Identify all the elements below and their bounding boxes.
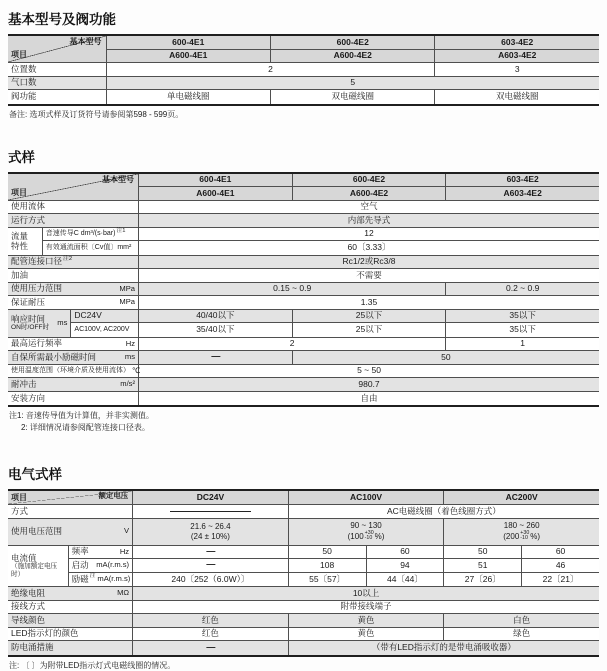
table-header — [8, 491, 599, 505]
table-cell: 35以下 — [445, 323, 599, 337]
tolerance-minus: -10 — [364, 535, 373, 542]
table-row — [8, 63, 599, 77]
table-cell: — — [132, 559, 288, 572]
table-cell: 108 — [288, 559, 366, 572]
diagonal-header-bottom: 项目 — [11, 187, 27, 197]
row-label-text: 频率 — [71, 546, 89, 557]
table-row-group — [8, 546, 599, 588]
table-cell: 1.35 — [138, 296, 599, 309]
table-row — [8, 392, 599, 406]
table-row — [70, 310, 599, 324]
table-cell: 不需要 — [138, 269, 599, 282]
table-row-group — [8, 310, 599, 338]
table-cell: 35/40以下 — [138, 323, 292, 337]
table-row — [8, 201, 599, 215]
row-label-text: LED指示灯的颜色 — [11, 628, 79, 639]
unit-label: mA(r.m.s) — [97, 574, 131, 584]
column-header-model: A600-4E1 — [196, 187, 235, 198]
section-title-electrical: 电气式样 — [8, 467, 62, 482]
table-row — [70, 323, 599, 337]
row-label-text: 自保所需最小励磁时间 — [11, 351, 97, 362]
table-cell: AC电磁线圈（着色线圈方式） — [288, 505, 599, 518]
table-header — [8, 174, 599, 201]
table-cell: 0.2 ~ 0.9 — [445, 283, 599, 296]
tolerance-pre: (100 — [347, 531, 364, 541]
table-cell: 51 — [443, 559, 521, 572]
table-cell: 60 — [366, 546, 444, 559]
section-title-specifications: 式样 — [8, 149, 35, 165]
tolerance-stack — [365, 531, 374, 542]
group-label-line: 响应时间 — [11, 313, 46, 324]
column-header — [445, 174, 599, 200]
row-label-text: 使用流体 — [11, 201, 46, 212]
row-label — [8, 641, 132, 655]
unit-label: ℃ — [132, 365, 141, 375]
group-label-lines — [11, 231, 28, 251]
row-label — [8, 601, 132, 614]
unit-label: Hz — [125, 338, 136, 348]
table-row — [8, 641, 599, 655]
table-cell: 27〔26〕 — [443, 573, 521, 587]
table-cell: 附带接线端子 — [132, 601, 599, 614]
row-label-text: AC100V, AC200V — [74, 325, 130, 333]
table-cell: 35以下 — [445, 310, 599, 323]
table-cell: 46 — [521, 559, 599, 572]
tolerance-plus: +30 — [364, 529, 374, 536]
group-label-lines — [11, 553, 65, 579]
row-label — [8, 338, 138, 351]
cell-line — [503, 531, 540, 542]
group-rows — [68, 546, 599, 587]
table-row — [8, 296, 599, 310]
row-label — [8, 587, 132, 600]
specifications-table — [8, 172, 599, 408]
row-label-text: 导线颜色 — [11, 614, 46, 625]
row-label-text: 启动 — [71, 559, 89, 570]
group-label — [8, 546, 68, 587]
row-label-text: 使用压力范围 — [11, 283, 63, 294]
table-cell: 双电磁线圈 — [434, 90, 598, 104]
table-row — [8, 505, 599, 519]
unit-label: Hz — [119, 546, 130, 556]
section-electrical — [8, 463, 599, 671]
column-header — [106, 36, 270, 62]
table-cell: 内部先导式 — [138, 214, 599, 227]
row-label-text: 运行方式 — [11, 214, 46, 225]
cell-line: 90 ~ 130 — [350, 521, 382, 531]
table-cell: 50 — [288, 546, 366, 559]
diagonal-header-top: 额定电压 — [98, 491, 129, 500]
table-row — [42, 228, 599, 242]
column-header-model: 600-4E2 — [293, 174, 446, 188]
row-label — [8, 392, 138, 406]
unit-label: MPa — [119, 297, 136, 307]
table-cell: 25以下 — [292, 323, 446, 337]
column-header-model: AC200V — [505, 491, 538, 502]
table-cell: 红色 — [132, 628, 288, 641]
group-label-line: 电流值 — [11, 552, 37, 563]
row-label-text: 防电涌措施 — [11, 642, 54, 653]
table-cell: — — [138, 351, 292, 364]
row-label-text: 使用电压范围 — [11, 525, 63, 536]
diagonal-header-top: 基本型号 — [69, 37, 102, 46]
row-label — [8, 628, 132, 641]
table-cell — [288, 519, 444, 545]
cell-line — [348, 531, 385, 542]
table-row — [8, 283, 599, 297]
table-row — [8, 587, 599, 601]
table-row — [8, 378, 599, 392]
column-header — [292, 174, 446, 200]
row-label — [8, 77, 106, 90]
row-label-text: 方式 — [11, 505, 29, 516]
table-cell: 980.7 — [138, 378, 599, 391]
row-label — [8, 269, 138, 282]
cell-line: 21.6 ~ 26.4 — [190, 522, 231, 532]
section-title-basic-models: 基本型号及阀功能 — [8, 12, 116, 27]
table-row — [8, 338, 599, 352]
tolerance-stack — [520, 531, 529, 542]
diagonal-header-bottom: 项目 — [11, 50, 27, 60]
table-cell: — — [132, 546, 288, 559]
table-cell: 5 — [106, 77, 599, 90]
section-specifications — [8, 146, 599, 434]
table-cell: 双电磁线圈 — [270, 90, 434, 104]
table-note: 备注: 选项式样及订货符号请参阅第598 - 599页。 — [9, 109, 184, 119]
table-cell: 绿色 — [443, 628, 599, 641]
row-label — [68, 573, 133, 587]
group-label — [8, 310, 70, 337]
table-cell: 25以下 — [292, 310, 446, 323]
row-label-text: 保证耐压 — [11, 296, 46, 307]
table-row — [68, 559, 599, 573]
table-cell: 白色 — [443, 614, 599, 627]
unit-label: ms — [57, 317, 68, 327]
row-label — [8, 296, 138, 309]
table-cell: 60〔3.33〕 — [138, 241, 599, 255]
row-label — [8, 351, 138, 364]
table-note: 注1: 音速传导值为计算值，并非实测值。 — [9, 411, 154, 420]
row-label — [8, 214, 138, 227]
unit-label: MPa — [119, 283, 136, 293]
table-row — [8, 214, 599, 228]
section-basic-models — [8, 8, 599, 120]
table-row — [8, 77, 599, 91]
row-label-text: 使用温度范围（环境介质及使用流体） — [11, 366, 130, 374]
table-cell: 50 — [443, 546, 521, 559]
row-label-text: 耐冲击 — [11, 378, 37, 389]
table-cell: 黄色 — [288, 628, 444, 641]
electrical-table — [8, 489, 599, 657]
row-label — [42, 241, 138, 255]
column-header-model: A600-4E2 — [349, 187, 389, 198]
row-label — [68, 559, 133, 572]
row-label-text: 气口数 — [11, 77, 37, 88]
column-header-model: 603-4E2 — [435, 36, 598, 50]
row-label — [8, 519, 132, 545]
table-cell: 黄色 — [288, 614, 444, 627]
row-label-text: 安装方向 — [11, 392, 46, 403]
row-label-text: 接线方式 — [11, 601, 46, 612]
column-header — [270, 36, 434, 62]
unit-label: V — [124, 526, 130, 536]
tolerance-post: %) — [530, 531, 541, 541]
column-header — [132, 491, 288, 504]
row-label — [8, 90, 106, 104]
table-cell: 空气 — [138, 201, 599, 214]
column-header-model: 600-4E1 — [139, 174, 292, 188]
row-label-text: 最高运行频率 — [11, 338, 63, 349]
row-label-text: 位置数 — [11, 63, 37, 74]
table-row — [8, 256, 599, 270]
row-label — [8, 378, 138, 391]
column-header-model: A600-4E2 — [333, 50, 372, 61]
table-cell: 2 — [138, 338, 445, 351]
table-row — [8, 269, 599, 283]
column-header — [434, 36, 598, 62]
diagonal-header-bottom: 项目 — [11, 493, 27, 503]
dash-rule — [170, 511, 250, 513]
table-cell: 单电磁线圈 — [106, 90, 270, 104]
table-row — [8, 90, 599, 104]
row-label — [70, 323, 138, 337]
row-label — [8, 505, 132, 518]
column-header-model: AC100V — [349, 491, 383, 502]
row-label-text: 音速传导C dm³/(s·bar) — [45, 229, 116, 237]
row-label — [8, 365, 141, 378]
diagonal-header — [8, 174, 138, 200]
row-label — [8, 63, 106, 76]
unit-label: ms — [124, 352, 136, 362]
table-row — [68, 573, 599, 587]
row-label-text: 有效通流面积〔Cv值〕mm² — [45, 243, 132, 251]
cell-line: 180 ~ 260 — [503, 521, 540, 531]
table-row — [68, 546, 599, 560]
column-header — [138, 174, 292, 200]
table-cell: 94 — [366, 559, 444, 572]
group-label-line: ON时/OFF时 — [11, 324, 50, 332]
table-cell: 5 ~ 50 — [138, 365, 599, 378]
column-header-model: 600-4E1 — [107, 36, 270, 50]
table-cell: 12 — [138, 228, 599, 241]
group-label — [8, 228, 42, 255]
row-label-text: 绝缘电阻 — [11, 587, 46, 598]
column-header-model: A600-4E1 — [169, 50, 208, 61]
table-note: 2: 详细情况请参阅配管连接口径表。 — [21, 423, 150, 432]
column-header — [443, 491, 599, 504]
table-cell: 55〔57〕 — [288, 573, 366, 587]
cell-line: (24 ± 10%) — [190, 531, 230, 541]
group-label-line: （施加额定电压时） — [11, 562, 58, 578]
row-label — [42, 228, 138, 241]
group-label-line: 流量 — [11, 230, 29, 241]
unit-label: m/s² — [120, 379, 136, 389]
table-cell: 3 — [434, 63, 598, 76]
group-rows — [42, 228, 599, 255]
row-label-text: 加油 — [11, 269, 29, 280]
table-cell: Rc1/2或Rc3/8 — [138, 256, 599, 269]
basic-model-table — [8, 34, 599, 106]
table-cell: 44〔44〕 — [366, 573, 444, 587]
table-header — [8, 36, 599, 63]
row-label — [8, 201, 138, 214]
table-cell — [132, 505, 288, 518]
table-row — [8, 365, 599, 379]
tolerance-plus: +30 — [520, 529, 530, 536]
diagonal-header — [8, 36, 106, 62]
row-label — [70, 310, 138, 323]
group-label-line: 特性 — [11, 241, 29, 251]
diagonal-header — [8, 491, 132, 504]
row-label-text: DC24V — [74, 310, 102, 321]
table-row — [8, 351, 599, 365]
table-cell: 50 — [292, 351, 599, 364]
column-header-model: A603-4E2 — [503, 187, 542, 198]
table-cell — [443, 519, 599, 545]
diagonal-header-top: 基本型号 — [102, 174, 135, 184]
column-header-model: A603-4E2 — [498, 50, 537, 61]
column-header — [288, 491, 444, 504]
unit-label: mA(r.m.s) — [96, 560, 130, 570]
table-cell: 自由 — [138, 392, 599, 406]
row-label — [8, 256, 138, 269]
table-cell — [132, 519, 288, 545]
table-row — [8, 519, 599, 546]
column-header-model: 600-4E2 — [271, 36, 434, 50]
row-label-text: 阀功能 — [11, 91, 37, 102]
table-cell: 22〔21〕 — [521, 573, 599, 587]
table-cell: 10以上 — [132, 587, 599, 600]
unit-label: MΩ — [117, 588, 130, 598]
column-header-model: 603-4E2 — [446, 174, 599, 188]
table-cell: 40/40以下 — [138, 310, 292, 323]
table-note: 注: 〔 〕为附带LED指示灯式电磁线圈的情况。 — [9, 660, 176, 670]
row-label — [68, 546, 133, 559]
table-cell: 2 — [106, 63, 435, 76]
table-row — [8, 614, 599, 628]
row-label — [8, 283, 138, 296]
footnote-marker: 注 — [89, 573, 96, 580]
table-cell: 240〔252（6.0W）〕 — [132, 573, 288, 587]
table-cell: 1 — [445, 338, 599, 351]
row-label — [8, 614, 132, 627]
table-row — [8, 601, 599, 615]
group-rows — [70, 310, 599, 337]
table-cell: （带有LED指示灯的是带电涌吸收器） — [288, 641, 599, 655]
table-row-group — [8, 228, 599, 256]
tolerance-minus: -10 — [520, 535, 528, 542]
row-label-text: 配管连接口径 — [11, 256, 63, 267]
footnote-marker: 注1 — [116, 227, 126, 234]
group-label-lines — [11, 314, 49, 332]
table-cell: 红色 — [132, 614, 288, 627]
row-label-text: 励磁 — [71, 573, 89, 584]
column-header-model: DC24V — [196, 491, 225, 502]
table-cell: 60 — [521, 546, 599, 559]
table-row — [42, 241, 599, 255]
table-cell: 0.15 ~ 0.9 — [138, 283, 445, 296]
footnote-marker: 注2 — [63, 255, 73, 262]
table-cell: — — [132, 641, 288, 655]
tolerance-pre: (200 — [503, 531, 520, 541]
tolerance-post: %) — [374, 531, 385, 541]
